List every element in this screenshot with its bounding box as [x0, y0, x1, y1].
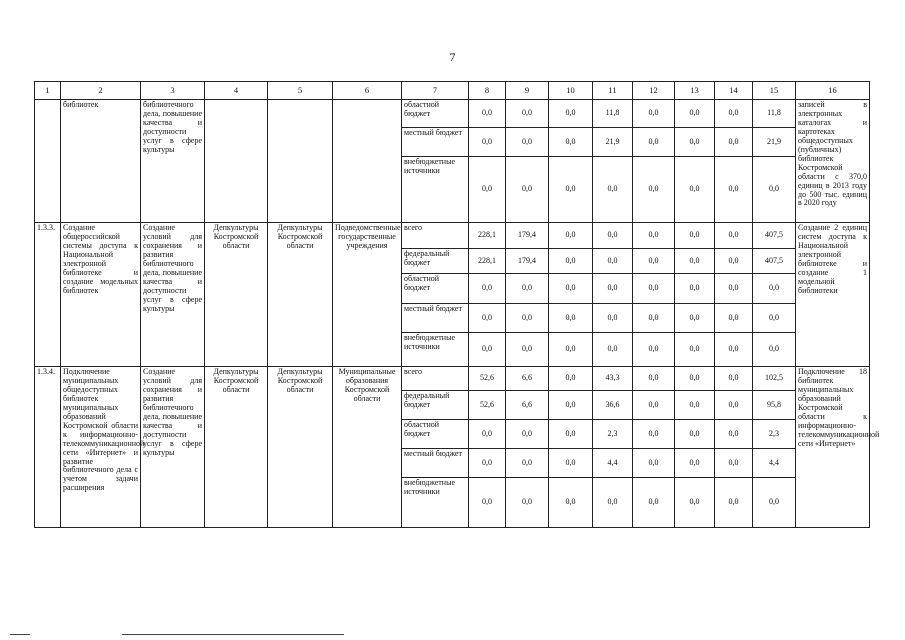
header-cell: 1: [35, 82, 61, 100]
item-number-cell: [35, 100, 61, 223]
header-cell: 14: [715, 82, 753, 100]
header-cell: 13: [675, 82, 715, 100]
item-goal-cell: Создание условий для сохранения и развития библиотечного дела, повышение качества и доступности услуг в сфере культуры: [141, 223, 205, 367]
value-cell: 0,0: [675, 249, 715, 274]
executor-cell: [205, 100, 268, 223]
header-cell: 4: [205, 82, 268, 100]
footer-line: [122, 634, 344, 635]
value-cell: 0,0: [633, 157, 675, 223]
header-cell: 15: [753, 82, 796, 100]
value-cell: 0,0: [753, 478, 796, 528]
value-cell: 0,0: [633, 304, 675, 333]
value-cell: 0,0: [715, 449, 753, 478]
value-cell: 0,0: [593, 274, 633, 304]
value-cell: 0,0: [506, 304, 549, 333]
value-cell: 0,0: [675, 304, 715, 333]
funding-source-cell: внебюджетные источники: [402, 157, 469, 223]
program-table: [34, 81, 880, 528]
header-cell: 9: [506, 82, 549, 100]
value-cell: 6,6: [506, 391, 549, 420]
value-cell: 0,0: [469, 449, 506, 478]
value-cell: 0,0: [593, 223, 633, 249]
value-cell: 0,0: [675, 157, 715, 223]
value-cell: 0,0: [549, 391, 593, 420]
item-name-cell: библиотек: [61, 100, 141, 223]
value-cell: 0,0: [593, 157, 633, 223]
table-row: [35, 223, 870, 249]
value-cell: 6,6: [506, 367, 549, 391]
value-cell: 0,0: [633, 420, 675, 449]
value-cell: 0,0: [675, 333, 715, 367]
value-cell: 0,0: [593, 333, 633, 367]
value-cell: 0,0: [506, 128, 549, 157]
value-cell: 0,0: [675, 420, 715, 449]
item-goal-cell: библиотечного дела, повышение качества и доступности услуг в сфере культуры: [141, 100, 205, 223]
participant-cell: Подведомственные государственные учреждения: [333, 223, 402, 367]
value-cell: 0,0: [469, 157, 506, 223]
value-cell: 0,0: [549, 449, 593, 478]
value-cell: 0,0: [633, 249, 675, 274]
value-cell: 0,0: [469, 100, 506, 128]
funding-source-cell: областной бюджет: [402, 274, 469, 304]
header-cell: 8: [469, 82, 506, 100]
value-cell: 0,0: [675, 223, 715, 249]
value-cell: 0,0: [633, 128, 675, 157]
value-cell: 0,0: [675, 367, 715, 391]
value-cell: 2,3: [593, 420, 633, 449]
value-cell: 0,0: [715, 128, 753, 157]
header-cell: 3: [141, 82, 205, 100]
value-cell: 0,0: [633, 274, 675, 304]
value-cell: 11,8: [593, 100, 633, 128]
value-cell: 0,0: [506, 478, 549, 528]
header-cell: 7: [402, 82, 469, 100]
value-cell: 95,8: [753, 391, 796, 420]
value-cell: 0,0: [633, 333, 675, 367]
value-cell: 0,0: [593, 249, 633, 274]
responsible-cell: [268, 100, 333, 223]
result-cell: записей в электронных каталогах и картотеках общедоступных (публичных) библиотек Костромской области с 370,0 единиц в 2013 году до 500 тыс. единиц в 2020 году: [796, 100, 870, 223]
footer-line: [10, 634, 30, 635]
funding-source-cell: областной бюджет: [402, 420, 469, 449]
funding-source-cell: федеральный бюджет: [402, 249, 469, 274]
value-cell: 0,0: [633, 391, 675, 420]
value-cell: 52,6: [469, 367, 506, 391]
item-name-cell: Создание общероссийской системы доступа к Национальной электронной библиотеке и создание модельных библиотек: [61, 223, 141, 367]
value-cell: 0,0: [715, 304, 753, 333]
value-cell: 0,0: [593, 478, 633, 528]
header-cell: 10: [549, 82, 593, 100]
responsible-cell: Депкультуры Костромской области: [268, 367, 333, 528]
value-cell: 228,1: [469, 223, 506, 249]
value-cell: 0,0: [593, 304, 633, 333]
value-cell: 0,0: [675, 391, 715, 420]
value-cell: 0,0: [469, 304, 506, 333]
value-cell: 0,0: [715, 157, 753, 223]
funding-source-cell: внебюджетные источники: [402, 333, 469, 367]
value-cell: 0,0: [506, 157, 549, 223]
item-number-cell: 1.3.3.: [35, 223, 61, 367]
value-cell: 0,0: [469, 478, 506, 528]
executor-cell: Депкультуры Костромской области: [205, 367, 268, 528]
header-cell: 6: [333, 82, 402, 100]
value-cell: 0,0: [675, 449, 715, 478]
funding-source-cell: федеральный бюджет: [402, 391, 469, 420]
value-cell: 0,0: [715, 223, 753, 249]
funding-source-cell: всего: [402, 367, 469, 391]
value-cell: 0,0: [506, 420, 549, 449]
value-cell: 179,4: [506, 223, 549, 249]
value-cell: 407,5: [753, 249, 796, 274]
funding-source-cell: местный бюджет: [402, 128, 469, 157]
table-row: [35, 100, 870, 128]
value-cell: 36,6: [593, 391, 633, 420]
value-cell: 0,0: [715, 333, 753, 367]
value-cell: 0,0: [715, 420, 753, 449]
executor-cell: Депкультуры Костромской области: [205, 223, 268, 367]
item-number-cell: 1.3.4.: [35, 367, 61, 528]
value-cell: 52,6: [469, 391, 506, 420]
value-cell: 0,0: [549, 100, 593, 128]
value-cell: 0,0: [715, 478, 753, 528]
value-cell: 0,0: [506, 274, 549, 304]
value-cell: 0,0: [549, 274, 593, 304]
table-row: [35, 367, 870, 391]
value-cell: 4,4: [593, 449, 633, 478]
value-cell: 0,0: [469, 128, 506, 157]
value-cell: 0,0: [633, 449, 675, 478]
value-cell: 0,0: [506, 100, 549, 128]
value-cell: 2,3: [753, 420, 796, 449]
result-cell: Подключение 18 библиотек муниципальных образований Костромской области к информационно-телекоммуникационной сети «Интернет»: [796, 367, 870, 528]
value-cell: 0,0: [549, 304, 593, 333]
value-cell: 0,0: [715, 367, 753, 391]
value-cell: 0,0: [633, 100, 675, 128]
value-cell: 0,0: [753, 157, 796, 223]
value-cell: 0,0: [549, 478, 593, 528]
value-cell: 0,0: [753, 274, 796, 304]
funding-source-cell: местный бюджет: [402, 304, 469, 333]
value-cell: 0,0: [633, 223, 675, 249]
participant-cell: [333, 100, 402, 223]
value-cell: 0,0: [549, 249, 593, 274]
header-cell: 12: [633, 82, 675, 100]
value-cell: 4,4: [753, 449, 796, 478]
value-cell: 228,1: [469, 249, 506, 274]
responsible-cell: Депкультуры Костромской области: [268, 223, 333, 367]
value-cell: 0,0: [469, 333, 506, 367]
value-cell: 0,0: [506, 449, 549, 478]
value-cell: 0,0: [753, 304, 796, 333]
value-cell: 0,0: [549, 367, 593, 391]
value-cell: 43,3: [593, 367, 633, 391]
value-cell: 0,0: [549, 333, 593, 367]
value-cell: 0,0: [715, 249, 753, 274]
value-cell: 0,0: [469, 420, 506, 449]
value-cell: 11,8: [753, 100, 796, 128]
value-cell: 0,0: [633, 478, 675, 528]
value-cell: 21,9: [593, 128, 633, 157]
value-cell: 0,0: [675, 128, 715, 157]
value-cell: 102,5: [753, 367, 796, 391]
value-cell: 0,0: [675, 100, 715, 128]
item-name-cell: Подключение муниципальных общедоступных библиотек муниципальных образований Костромской области к информационно-телекоммуникационной сети «Интернет» и развитие библиотечного дела с учетом задачи расширения: [61, 367, 141, 528]
value-cell: 0,0: [753, 333, 796, 367]
value-cell: 0,0: [549, 128, 593, 157]
value-cell: 0,0: [469, 274, 506, 304]
value-cell: 0,0: [506, 333, 549, 367]
funding-source-cell: всего: [402, 223, 469, 249]
value-cell: 0,0: [549, 157, 593, 223]
header-row: [35, 82, 870, 100]
funding-source-cell: внебюджетные источники: [402, 478, 469, 528]
result-cell: Создание 2 единиц систем доступа к Национальной электронной библиотеке и создание 1 модельной библиотеки: [796, 223, 870, 367]
value-cell: 21,9: [753, 128, 796, 157]
value-cell: 0,0: [715, 274, 753, 304]
header-cell: 5: [268, 82, 333, 100]
value-cell: 179,4: [506, 249, 549, 274]
funding-source-cell: областной бюджет: [402, 100, 469, 128]
value-cell: 0,0: [715, 391, 753, 420]
value-cell: 0,0: [675, 274, 715, 304]
value-cell: 0,0: [675, 478, 715, 528]
header-cell: 2: [61, 82, 141, 100]
funding-source-cell: местный бюджет: [402, 449, 469, 478]
value-cell: 407,5: [753, 223, 796, 249]
value-cell: 0,0: [549, 420, 593, 449]
header-cell: 11: [593, 82, 633, 100]
header-cell: 16: [796, 82, 870, 100]
page-number: 7: [449, 50, 456, 64]
value-cell: 0,0: [715, 100, 753, 128]
item-goal-cell: Создание условий для сохранения и развития библиотечного дела, повышение качества и доступности услуг в сфере культуры: [141, 367, 205, 528]
value-cell: 0,0: [633, 367, 675, 391]
value-cell: 0,0: [549, 223, 593, 249]
participant-cell: Муниципальные образования Костромской области: [333, 367, 402, 528]
